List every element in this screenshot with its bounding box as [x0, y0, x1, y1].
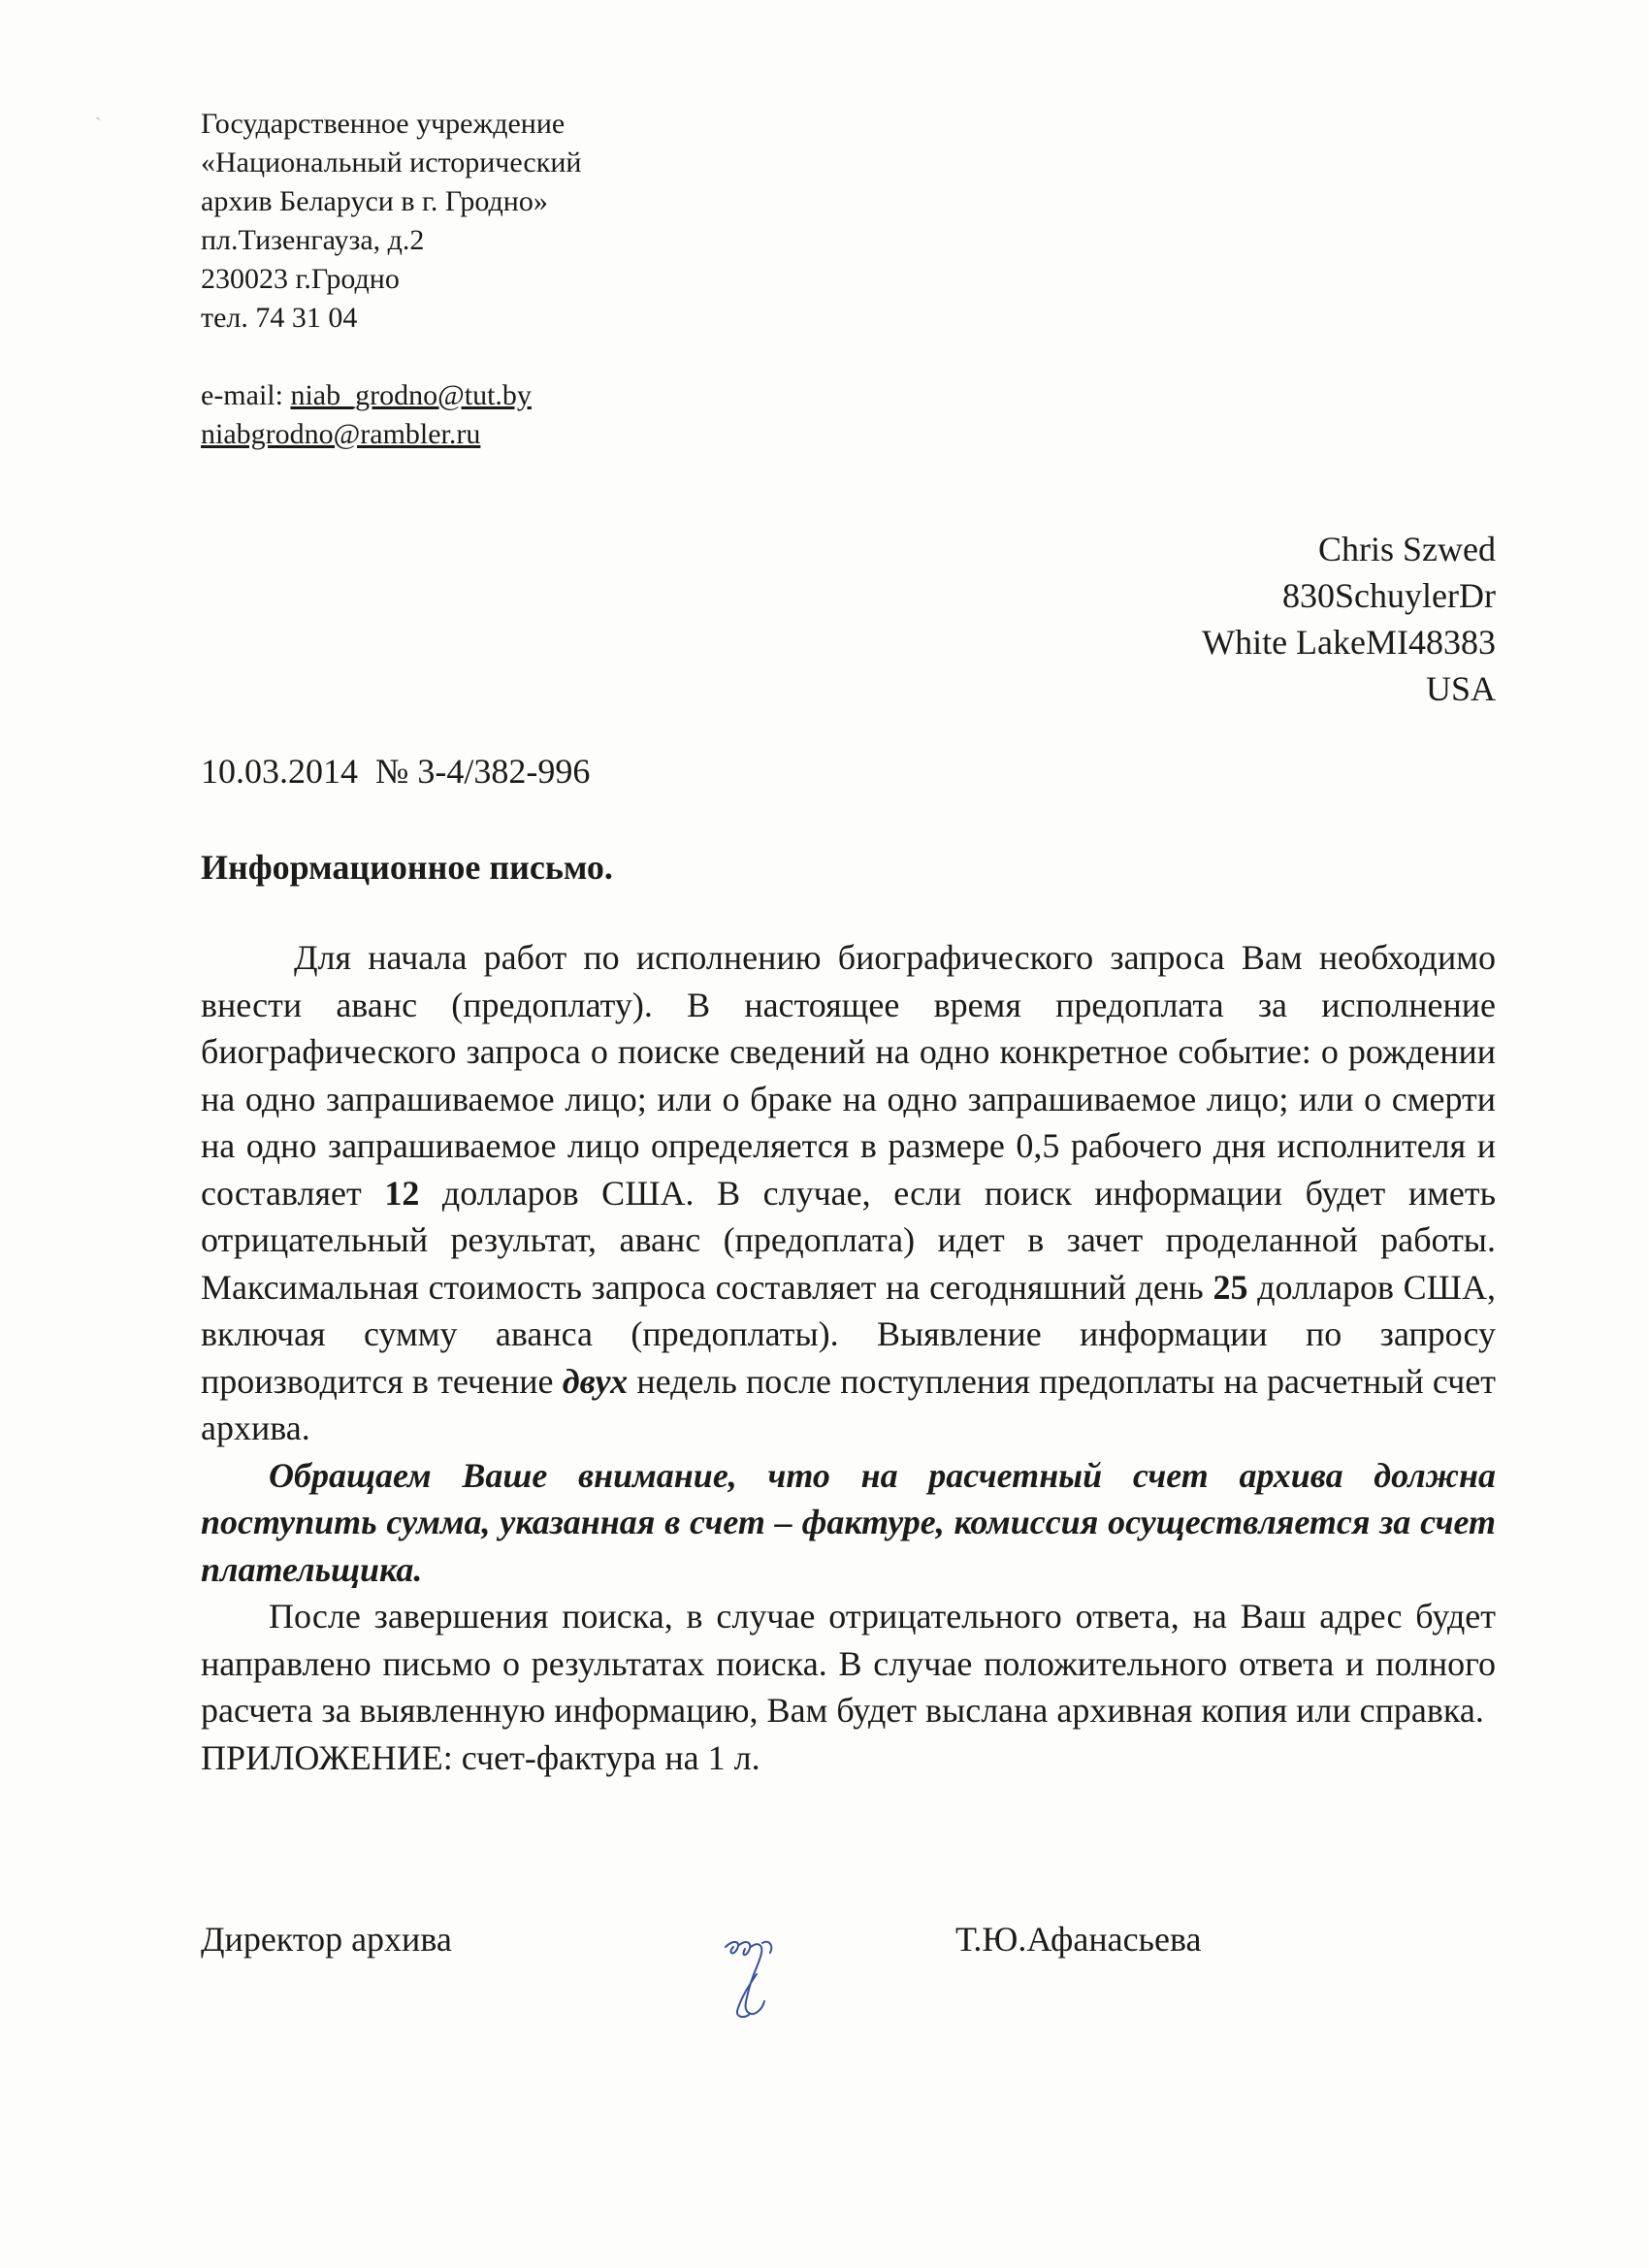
letter-title: Информационное письмо. [201, 848, 613, 887]
sender-line: Государственное учреждение [201, 108, 566, 140]
recipient-line: Chris Szwed [1318, 530, 1496, 568]
email-line [201, 376, 581, 415]
reference-line [201, 748, 590, 794]
sender-line: пл.Тизенгауза, д.2 [201, 224, 425, 256]
letter-number: № 3-4/382-996 [375, 752, 591, 791]
sender-line: тел. 74 31 04 [201, 302, 358, 334]
paragraph-text: долларов США. В случае, если поиск информации будет иметь отрицательный результат, аванс (предоплата) идет в зачет проделанной работы. Максимальная стоимость запроса составляет на сегодняшний день [201, 1173, 1496, 1307]
email-link-1[interactable]: niab_grodno@tut.by [290, 379, 532, 411]
letter-date: 10.03.2014 [201, 752, 358, 791]
paragraph-text: долларов США, включая сумму аванса (предоплаты). Выявление информации по запросу производится в течение [201, 1267, 1496, 1401]
recipient-line: 830SchuylerDr [1282, 576, 1496, 615]
email-link-2[interactable]: niabgrodno@rambler.ru [201, 418, 481, 450]
paragraph-notice: Обращаем Ваше внимание, что на расчетный счет архива должна поступить сумма, указанная в счет – фактуре, комиссия осуществляется за счет плательщика. [201, 1455, 1496, 1589]
sender-line: «Национальный исторический [201, 146, 582, 178]
email-label: e-mail: [201, 379, 291, 411]
paragraph-prepayment [201, 934, 1496, 1452]
scan-mark: ` [95, 114, 102, 136]
signer-role: Директор архива [201, 1920, 452, 1959]
recipient-block [1202, 526, 1496, 712]
letter-body [201, 934, 1496, 1781]
sender-spacer [201, 338, 581, 376]
sender-line: архив Беларуси в г. Гродно» [201, 185, 548, 217]
signer-name: Т.Ю.Афанасьева [955, 1920, 1202, 1959]
sender-block [201, 105, 581, 454]
paragraph-results: После завершения поиска, в случае отрицательного ответа, на Ваш адрес будет направлено письмо о результатах поиска. В случае положительного ответа и полного расчета за выявленную информацию, Вам будет выслана архивная копия или справка. [201, 1597, 1496, 1730]
amount-maximum: 25 [1212, 1267, 1248, 1307]
paragraph-text: недель после поступления предоплаты на расчетный счет архива. [201, 1361, 1496, 1447]
recipient-line: USA [1425, 669, 1496, 708]
handwritten-signature [720, 1935, 788, 2023]
emphasis-two: двух [562, 1361, 629, 1401]
amount-prepayment: 12 [384, 1173, 420, 1213]
paragraph-text: Для начала работ по исполнению биографического запроса Вам необходимо внести аванс (предоплату). В настоящее время предоплата за исполнение биографического запроса о поиске сведений на одно конкретное событие: о рождении на одно запрашиваемое лицо; или о браке на одно запрашиваемое лицо; или о смерти на одно запрашиваемое лицо определяется в размере 0,5 рабочего дня исполнителя и составляет [201, 938, 1496, 1213]
recipient-line: White LakeMI48383 [1202, 623, 1496, 662]
appendix-line: ПРИЛОЖЕНИЕ: счет-фактура на 1 л. [201, 1737, 760, 1777]
sender-line: 230023 г.Гродно [201, 263, 400, 295]
